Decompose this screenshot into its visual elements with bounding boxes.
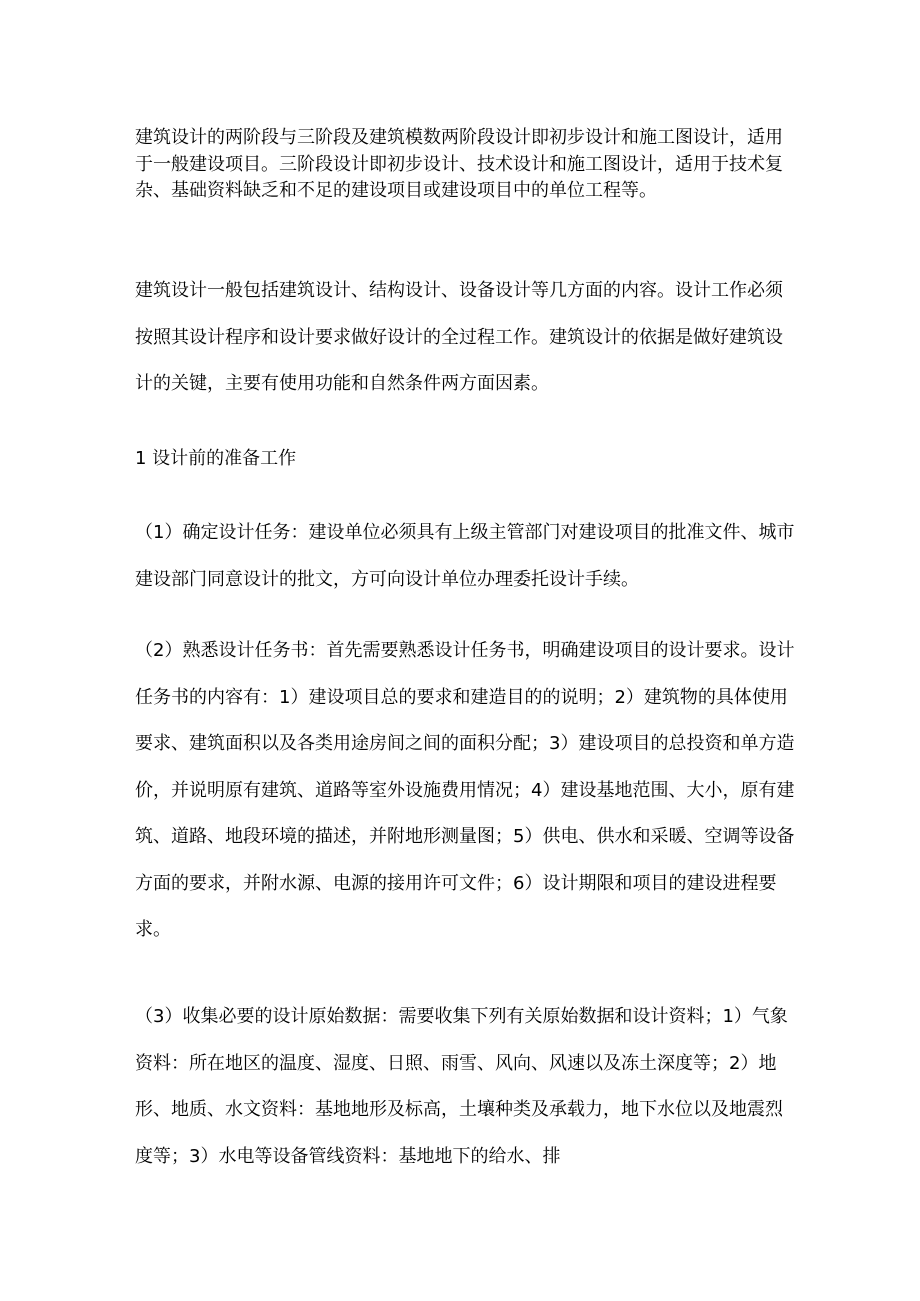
paragraph-design-stages: 建筑设计的两阶段与三阶段及建筑模数两阶段设计即初步设计和施工图设计，适用于一般建设项目。三阶段设计即初步设计、技术设计和施工图设计，适用于技术复杂、基础资料缺乏和不足的建设项目或建设项目中的单位工程等。 xyxy=(135,127,783,201)
section-heading-preparation: 1 设计前的准备工作 xyxy=(135,448,297,469)
paragraph-determine-task: （1）确定设计任务：建设单位必须具有上级主管部门对建设项目的批准文件、城市建设部门同意设计的批文，方可向设计单位办理委托设计手续。 xyxy=(135,522,795,590)
paragraph-task-book: （2）熟悉设计任务书：首先需要熟悉设计任务书，明确建设项目的设计要求。设计任务书的内容有：1）建设项目总的要求和建造目的的说明；2）建筑物的具体使用要求、建筑面积以及各类用途房间之间的面积分配；3）建设项目的总投资和单方造价，并说明原有建筑、道路等室外设施费用情况；4）建设基地范围、大小，原有建筑、道路、地段环境的描述，并附地形测量图；5）供电、供水和采暖、空调等设备方面的要求，并附水源、电源的接用许可文件；6）设计期限和项目的建设进程要求。 xyxy=(135,640,795,940)
paragraph-collect-data: （3）收集必要的设计原始数据：需要收集下列有关原始数据和设计资料；1）气象资料：所在地区的温度、湿度、日照、雨雪、风向、风速以及冻土深度等；2）地形、地质、水文资料：基地地形及标高，土壤种类及承载力，地下水位以及地震烈度等；3）水电等设备管线资料：基地地下的给水、排 xyxy=(135,1006,788,1167)
paragraph-design-scope: 建筑设计一般包括建筑设计、结构设计、设备设计等几方面的内容。设计工作必须按照其设计程序和设计要求做好设计的全过程工作。建筑设计的依据是做好建筑设计的关键，主要有使用功能和自然条件两方面因素。 xyxy=(135,280,783,394)
